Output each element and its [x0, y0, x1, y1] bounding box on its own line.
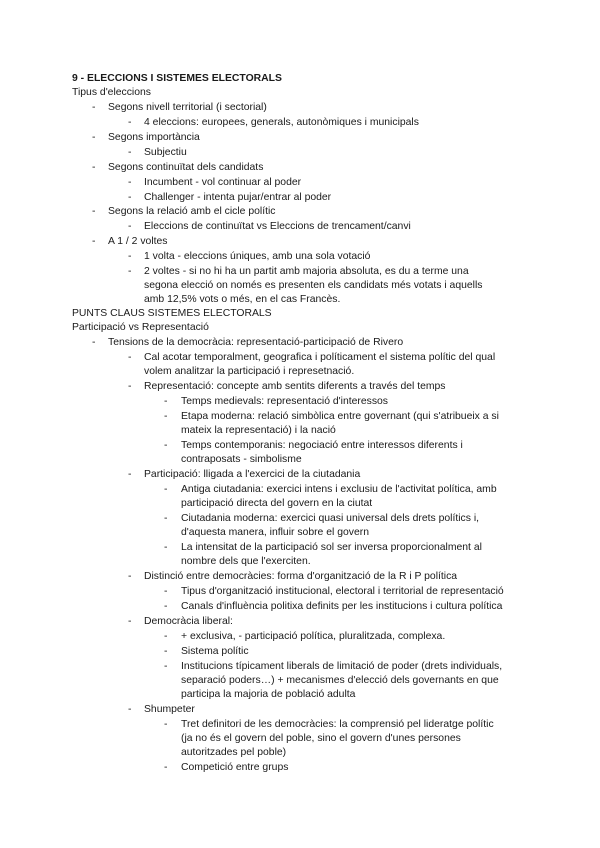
list-bullet: -: [164, 484, 168, 495]
section-subheading: Participació vs Representació: [72, 322, 209, 333]
list-bullet: -: [128, 147, 132, 158]
list-bullet: -: [92, 132, 96, 143]
list-subitem: Cal acotar temporalment, geografica i políticament el sistema polític del qual: [144, 352, 496, 363]
list-subsubitem-continuation: contraposats - simbolisme: [181, 454, 302, 465]
list-bullet: -: [128, 117, 132, 128]
list-subsubitem: Tipus d'organització institucional, electoral i territorial de representació: [181, 586, 504, 597]
list-bullet: -: [164, 762, 168, 773]
list-bullet: -: [128, 381, 132, 392]
list-subitem-continuation: segona elecció on només es presenten els candidats més votats i aquells: [144, 280, 483, 291]
list-bullet: -: [128, 469, 132, 480]
list-bullet: -: [128, 192, 132, 203]
section-heading: Tipus d'eleccions: [72, 87, 151, 98]
section-heading: PUNTS CLAUS SISTEMES ELECTORALS: [72, 308, 272, 319]
list-bullet: -: [164, 719, 168, 730]
list-subitem: 1 volta - eleccions úniques, amb una sola votació: [144, 251, 371, 262]
list-subitem: 4 eleccions: europees, generals, autonòmiques i municipals: [144, 117, 419, 128]
list-subsubitem: Canals d'influència politixa definits per les institucions i cultura política: [181, 601, 503, 612]
list-subsubitem-continuation: separació poders…) + mecanismes d'elecció dels governants en que: [181, 675, 499, 686]
list-subitem: 2 voltes - si no hi ha un partit amb majoria absoluta, es du a terme una: [144, 266, 469, 277]
list-subsubitem-continuation: mateix la representació) i la nació: [181, 425, 336, 436]
list-bullet: -: [164, 646, 168, 657]
list-item: Tensions de la democràcia: representació-participació de Rivero: [108, 337, 404, 348]
list-subsubitem-continuation: participa la majoria de població adulta: [181, 689, 356, 700]
list-subsubitem: Tret definitori de les democràcies: la comprensió pel lideratge polític: [181, 719, 494, 730]
list-bullet: -: [164, 513, 168, 524]
list-subitem: Challenger - intenta pujar/entrar al poder: [144, 192, 332, 203]
list-subitem: Shumpeter: [144, 704, 195, 715]
list-item: Segons la relació amb el cicle polític: [108, 206, 276, 217]
list-bullet: -: [128, 266, 132, 277]
list-subitem: Representació: concepte amb sentits diferents a través del temps: [144, 381, 446, 392]
list-bullet: -: [164, 601, 168, 612]
list-bullet: -: [128, 704, 132, 715]
list-subitem: Participació: lligada a l'exercici de la ciutadania: [144, 469, 361, 480]
list-subsubitem-continuation: (ja no és el govern del poble, sino el govern d'unes persones: [181, 733, 461, 744]
list-subitem-continuation: volem analitzar la participació i represetnació.: [144, 366, 355, 377]
list-bullet: -: [164, 631, 168, 642]
list-subitem: Subjectiu: [144, 147, 187, 158]
list-item: A 1 / 2 voltes: [108, 236, 168, 247]
list-subitem: Distinció entre democràcies: forma d'organització de la R i P política: [144, 571, 458, 582]
list-bullet: -: [128, 352, 132, 363]
list-subitem: Eleccions de continuïtat vs Eleccions de trencament/canvi: [144, 221, 411, 232]
list-subsubitem: Temps contemporanis: negociació entre interessos diferents i: [181, 440, 463, 451]
list-subsubitem: La intensitat de la participació sol ser inversa proporcionalment al: [181, 542, 482, 553]
list-subsubitem: Temps medievals: representació d'interessos: [181, 396, 389, 407]
list-item: Segons continuïtat dels candidats: [108, 162, 264, 173]
list-bullet: -: [164, 542, 168, 553]
list-subitem: Incumbent - vol continuar al poder: [144, 177, 302, 188]
list-subsubitem: Sistema polític: [181, 646, 249, 657]
list-subsubitem: + exclusiva, - participació política, pluralitzada, complexa.: [181, 631, 446, 642]
list-subsubitem: Antiga ciutadania: exercici intens i exclusiu de l'activitat política, amb: [181, 484, 497, 495]
list-subsubitem: Institucions típicament liberals de limitació de poder (drets individuals,: [181, 661, 503, 672]
list-subitem: Democràcia liberal:: [144, 616, 233, 627]
list-subitem-continuation: amb 12,5% vots o més, en el cas Francès.: [144, 294, 341, 305]
list-bullet: -: [92, 162, 96, 173]
list-subsubitem-continuation: d'aquesta manera, influir sobre el govern: [181, 527, 369, 538]
list-subsubitem: Ciutadania moderna: exercici quasi universal dels drets polítics i,: [181, 513, 480, 524]
list-bullet: -: [164, 396, 168, 407]
list-bullet: -: [164, 440, 168, 451]
list-item: Segons nivell territorial (i sectorial): [108, 102, 267, 113]
list-bullet: -: [92, 102, 96, 113]
list-bullet: -: [128, 616, 132, 627]
list-bullet: -: [164, 411, 168, 422]
list-bullet: -: [128, 571, 132, 582]
list-subsubitem-continuation: nombre dels que l'exerciten.: [181, 556, 311, 567]
list-subsubitem: Competició entre grups: [181, 762, 289, 773]
list-bullet: -: [92, 206, 96, 217]
list-bullet: -: [164, 661, 168, 672]
list-bullet: -: [128, 177, 132, 188]
list-bullet: -: [128, 221, 132, 232]
list-subsubitem-continuation: autoritzades pel poble): [181, 747, 287, 758]
list-bullet: -: [128, 251, 132, 262]
list-bullet: -: [92, 337, 96, 348]
list-bullet: -: [92, 236, 96, 247]
list-bullet: -: [164, 586, 168, 597]
list-subsubitem-continuation: participació directa del govern en la ciutat: [181, 498, 373, 509]
list-item: Segons importància: [108, 132, 200, 143]
document-title: 9 - ELECCIONS I SISTEMES ELECTORALS: [72, 73, 282, 84]
list-subsubitem: Etapa moderna: relació simbòlica entre governant (qui s'atribueix a si: [181, 411, 499, 422]
